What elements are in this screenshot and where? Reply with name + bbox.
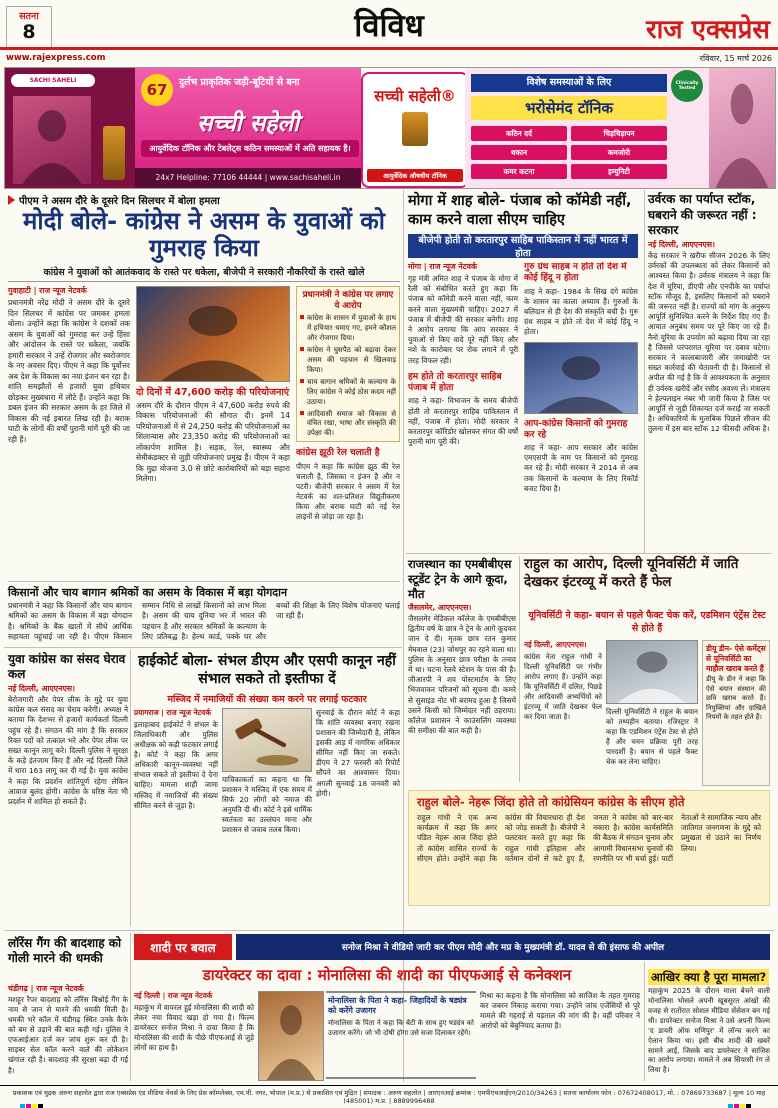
footer-rule: [0, 1085, 778, 1086]
modi-byline: गुवाहाटी | राज न्यूज नेटवर्क: [8, 286, 87, 295]
rail-title: कांग्रेस झूठी रेल चलाती है: [296, 448, 380, 459]
court-headline: हाईकोर्ट बोला- संभल डीएम और एसपी कानून नहीं संभाल सकते तो इस्तीफा दें: [138, 653, 396, 688]
page-number: 8: [22, 21, 36, 43]
projects-body: असम दौरे के दौरान पीएम ने 47,600 करोड़ रुपये की विकास परियोजनाओं की सौगात दी। इनमें 14 परियोजनाओं में से 24,250 करोड़ की परियोजनाओं का शिलान्यास और 23,350 करोड़ की परियोजनाओं का लोकार्पण शामिल है। सड़क, रेल, स्वास्थ्य और सेमीकंडक्टर से जुड़ी परियोजनाएं प्रमुख हैं। पीएम ने कहा कि मुद्रा योजना 3.0 से छोटे कारोबारियों को बड़ा सहारा मिलेगा।: [136, 400, 290, 484]
ad-center-brand: सच्ची सहेली®: [374, 87, 456, 105]
section-rule: [4, 930, 774, 931]
modi-subhead: कांग्रेस ने युवाओं को आतंकवाद के रास्ते पर धकेला, बीजेपी ने सरकारी नौकरियों के रास्ते खोले: [43, 267, 365, 278]
court-col-2: [222, 708, 312, 926]
column-divider: [644, 190, 645, 553]
edition-date: रविवार, 15 मार्च 2026: [699, 54, 772, 63]
guru-body: शाह ने कहा- 1984 के सिख दंगे कांग्रेस के शासन का काला अध्याय हैं। गुरुओं के बलिदान से ही देश की संस्कृति बची है। गुरु ग्रंथ साहब न होते तो देश में कोई हिंदू न होता।: [524, 286, 638, 337]
person-silhouette-icon: [709, 68, 775, 188]
wedding-badge: शादी पर बवाल: [134, 934, 232, 960]
accusations-box: [296, 286, 400, 442]
wedding-body-1: महाकुंभ में वायरल हुई मोनालिसा की शादी को लेकर नया विवाद खड़ा हो गया है। फिल्म डायरेक्टर सनोज मिश्रा ने दावा किया है कि मोनालिसा की शादी के पीछे पीएफआई से जुड़े लोगों का हाथ है।: [134, 1003, 254, 1053]
father-title: मोनालिसा के पिता ने कहा- जिहादियों के षड्यंत्र को करेंगे उजागर: [328, 996, 467, 1016]
farmers-body: प्रधानमंत्री ने कहा कि किसानों और चाय बागान श्रमिकों का असम के विकास में बड़ा योगदान है। श्रमिकों के बैंक खातों में सीधे आर्थिक सहायता पहुंचाई जा रही है। पीएम किसान सम्मान निधि से लाखों किसानों को लाभ मिला है। असम की चाय दुनिया भर में भारत की पहचान है और सरकार श्रमिकों के कल्याण के लिए प्रतिबद्ध है। हेल्थ कार्ड, पक्के घर और बच्चों की शिक्षा के लिए विशेष योजनाएं चलाई जा रही हैं।: [8, 601, 400, 642]
kartarpur-title: हम होते तो करतारपुर साहिब पंजाब में होता: [408, 371, 502, 394]
shah-banner: बीजेपी होती तो करतारपुर साहिब पाकिस्तान में नहीं भारत में होता: [408, 234, 638, 258]
fertilizer-body: केंद्र सरकार ने खरीफ सीजन 2026 के लिए उर्वरकों की उपलब्धता को लेकर किसानों को आश्वस्त किया है। उर्वरक मंत्रालय ने कहा कि देश में यूरिया, डीएपी और एनपीके का पर्याप्त स्टॉक मौजूद है, इसलिए किसानों को घबराने की जरूरत नहीं है। राज्यों को मांग के अनुरूप आपूर्ति सुनिश्चित करने के निर्देश दिए गए हैं। आयात अनुबंध समय पर पूरे किए जा रहे हैं। नैनो यूरिया के उपयोग को बढ़ावा दिया जा रहा है जिससे परंपरागत यूरिया पर दबाव घटेगा। सरकार ने कालाबाजारी और जमाखोरी पर सख्त कार्रवाई की चेतावनी दी है। किसानों से अपील की गई है कि वे आवश्यकता के अनुसार ही उर्वरक खरीदें और रसीद अवश्य लें। मंत्रालय ने हेल्पलाइन नंबर भी जारी किया है जिस पर आपूर्ति से जुड़ी शिकायत दर्ज कराई जा सकती है। अधिकारियों के मुताबिक पिछले सीजन की तुलना में इस बार स्टॉक 12 फीसदी अधिक है।: [648, 251, 770, 434]
shah-photo: [524, 342, 638, 414]
section-title: विविध: [354, 8, 424, 44]
court-subhead: मस्जिद में नमाजियों की संख्या कम करने पर लगाई फटकार: [167, 694, 367, 705]
wedding-col-1: [134, 991, 254, 1081]
youth-byline: नई दिल्ली, आएएनएस।: [8, 684, 75, 693]
court-body-3: सुनवाई के दौरान कोर्ट ने कहा कि शांति व्यवस्था बनाए रखना प्रशासन की जिम्मेदारी है, लेकिन इसकी आड़ में नागरिक अधिकार सीमित नहीं किए जा सकते। डीएम ने 27 फरवरी को रिपोर्ट सौंपने का आश्वासन दिया। अगली सुनवाई 18 जनवरी को होगी।: [316, 708, 400, 798]
ad-right-panel: [465, 68, 775, 188]
ad-description: आयुर्वेदिक टॉनिक और टेबलेट्स कठिन समस्याओं में अति सहायक है।: [141, 140, 359, 157]
court-byline: प्रयागराज | राज न्यूज नेटवर्क: [134, 708, 211, 717]
accusation-text: चाय बागान श्रमिकों के कल्याण के लिए कांग्रेस ने कोई ठोस कदम नहीं उठाया।: [307, 376, 396, 406]
kicker-arrow-icon: [8, 195, 15, 205]
lawrence-byline: चंडीगढ़ | राज न्यूज नेटवर्क: [8, 984, 84, 993]
person-silhouette-icon: [607, 641, 697, 703]
ad-tag: इम्युनिटी: [571, 164, 667, 179]
train-byline: जैसलमेर, आएएनएस।: [408, 603, 472, 612]
ad-right-title: भरोसेमंद टॉनिक: [471, 96, 667, 120]
modi-col-2: [136, 286, 290, 580]
edition-city: सतना: [19, 11, 39, 22]
person-silhouette-icon: [137, 287, 289, 381]
wedding-strip: सनोज मिश्रा ने वीडियो जारी कर पीएम मोदी और मप्र के मुख्यमंत्री डॉ. यादव से की इंसाफ की अपील: [236, 934, 770, 960]
black-mark: [746, 1104, 751, 1108]
section-rule: [8, 581, 400, 582]
modi-col-1: [8, 286, 130, 580]
column-divider: [130, 650, 131, 926]
modi-headline: मोदी बोले- कांग्रेस ने असम के युवाओं को गुमराह किया: [23, 207, 385, 262]
registration-marks: [20, 1094, 44, 1108]
nehru-title: राहुल बोले- नेहरू जिंदा होते तो कांग्रेसियन कांग्रेस के सीएम होते: [417, 795, 685, 809]
person-silhouette-icon: [259, 992, 323, 1080]
rail-body: पीएम ने कहा कि कांग्रेस झूठ की रेल चलाती है, जिसका न इंजन है और न पटरी। बीजेपी सरकार ने असम में रेल नेटवर्क का शत-प्रतिशत विद्युतीकरण किया और बराक घाटी को नई रेल लाइनों से जोड़ा जा रहा है।: [296, 461, 400, 521]
website-url: www.rajexpress.com: [6, 53, 106, 63]
modi-kicker: [8, 193, 400, 207]
ad-tags: [471, 126, 667, 179]
ad-tag: कठिन दर्द: [471, 126, 567, 141]
nehru-body: राहुल गांधी ने एक अन्य कार्यक्रम में कहा कि अगर पंडित नेहरू आज जिंदा होते तो कांग्रेस शासित राज्यों के सीएम होते। उन्होंने कहा कि कांग्रेस की विचारधारा ही देश को जोड़ सकती है। बीजेपी ने पलटवार करते हुए कहा कि राहुल गांधी इतिहास और वर्तमान दोनों से कटे हुए हैं, जनता ने कांग्रेस को बार-बार नकारा है। कांग्रेस कार्यसमिति की बैठक में संगठन चुनाव और आगामी विधानसभा चुनावों की रणनीति पर भी चर्चा हुई। पार्टी नेताओं ने सामाजिक न्याय और जातिगत जनगणना के मुद्दे को प्रमुखता से उठाने का निर्णय लिया।: [417, 813, 761, 863]
ad-center-card: [361, 72, 469, 188]
ad-right-kicker: विशेष समस्याओं के लिए: [471, 74, 667, 92]
apcong-body: शाह ने कहा- आप सरकार और कांग्रेस एमएसपी के नाम पर किसानों को गुमराह कर रहे हैं। मोदी सरकार ने 2014 से अब तक किसानों के कल्याण के लिए रिकॉर्ड बजट दिया है।: [524, 443, 638, 493]
gavel-icon: [223, 709, 311, 771]
gavel-photo: [222, 708, 312, 772]
kicker-text: पीएम ने असम दौरे के दूसरे दिन सिलचर में बोला हमला: [19, 196, 220, 207]
court-col-1: [134, 708, 218, 926]
wedding-byline: नई दिल्ली | राज न्यूज नेटवर्क: [134, 991, 213, 1000]
ad-model-photo-right: [709, 68, 775, 188]
ad-left-panel: [5, 68, 135, 188]
ad-banner: [4, 67, 776, 189]
accusation-text: कांग्रेस ने घुसपैठ को बढ़ावा देकर असम की पहचान से खिलवाड़ किया।: [307, 345, 396, 374]
rahul-col-2: [606, 640, 698, 786]
ad-brand-badge: SACHI SAHELI: [11, 74, 95, 87]
ad-center-sub: आयुर्वेदिक औषधीय टॉनिक: [367, 169, 463, 182]
shah-byline: मोगा | राज न्यूज नेटवर्क: [408, 262, 477, 271]
lawrence-headline: लॉरेंस गैंग की बादशाह को गोली मारने की धमकी: [8, 936, 122, 965]
accusation-item: [300, 409, 396, 439]
headline-rule: [8, 281, 400, 282]
wedding-headline: डायरेक्टर का दावा : मोनालिसा की शादी का पीएफआई से कनेक्शन: [202, 966, 572, 984]
matter-body: महाकुंभ 2025 के दौरान माला बेचने वाली मोनालिसा भोसले अपनी खूबसूरत आंखों की वजह से रातोंरात सोशल मीडिया सेंसेशन बन गई थी। डायरेक्टर सनोज मिश्रा ने उसे अपनी फिल्म 'द डायरी ऑफ मणिपुर' में लॉन्च करने का ऐलान किया था। इसी बीच शादी की खबरें सामने आईं, जिसके बाद डायरेक्टर ने साजिश का आरोप लगाया। मामले ने अब सियासी रंग ले लिया है।: [648, 986, 770, 1075]
rahul-photo: [606, 640, 698, 704]
magenta-mark: [26, 1104, 31, 1108]
ad-helpline: 24x7 Helpline: 77106 44444 | www.sachisaheli.in: [135, 168, 361, 188]
paper-logo: राज एक्सप्रेस: [645, 15, 770, 45]
ad-tag: थकान: [471, 145, 567, 160]
cyan-mark: [20, 1104, 25, 1108]
rahul-headline: राहुल का आरोप, दिल्ली यूनिवर्सिटी में जाति देखकर इंटरव्यू में करते हैं फेल: [524, 556, 739, 590]
section-rule: [4, 647, 402, 648]
guru-title: गुरु ग्रंथ साहब न होते तो देश में कोई हिंदू न होता: [524, 262, 627, 284]
magenta-mark: [734, 1104, 739, 1108]
modi-photo: [136, 286, 290, 382]
shah-body: गृह मंत्री अमित शाह ने पंजाब के मोगा में रैली को संबोधित करते हुए कहा कि पंजाब को कॉमेडी करने वाला नहीं, काम करने वाला मुख्यमंत्री चाहिए। 2027 में पंजाब में बीजेपी की सरकार बनेगी। शाह ने आरोप लगाया कि आप सरकार ने युवाओं से किए वादे पूरे नहीं किए और नशे के कारोबार पर रोक लगाने में पूरी तरह विफल रही।: [408, 274, 518, 365]
fertilizer-headline: उर्वरक का पर्याप्त स्टॉक, घबराने की जरूरत नहीं : सरकार: [648, 192, 757, 238]
cyan-mark: [728, 1104, 733, 1108]
accusation-text: आदिवासी समाज को विकास से वंचित रखा, भाषा और संस्कृति की उपेक्षा की।: [307, 408, 396, 438]
youth-headline: युवा कांग्रेस का संसद घेराव कल: [8, 652, 126, 681]
bottle-icon: [402, 112, 428, 146]
accusation-item: [300, 345, 396, 375]
accusation-item: [300, 313, 396, 343]
nehru-highlight-box: [408, 790, 770, 906]
shah-col-1: [408, 262, 518, 552]
rahul-body-1: कांग्रेस नेता राहुल गांधी ने दिल्ली यूनिवर्सिटी पर गंभीर आरोप लगाए हैं। उन्होंने कहा कि यूनिवर्सिटी में दलित, पिछड़े और आदिवासी अभ्यर्थियों को इंटरव्यू में जाति देखकर फेल कर दिया जाता है।: [524, 652, 602, 721]
train-body: जैसलमेर मेडिकल कॉलेज के एमबीबीएस द्वितीय वर्ष के छात्र ने ट्रेन के आगे कूदकर जान दे दी। मृतक छात्र रतन कुमार मेघवाल (23) जोधपुर का रहने वाला था। पुलिस के अनुसार छात्र परीक्षा के तनाव में था। घटना रेलवे स्टेशन के पास की है। जीआरपी ने शव पोस्टमार्टम के लिए भिजवाकर परिजनों को सूचना दी। कमरे से सुसाइड नोट भी बरामद हुआ है जिसमें उसने किसी को जिम्मेदार नहीं ठहराया। कॉलेज प्रशासन ने काउंसलिंग व्यवस्था की समीक्षा की बात कही है।: [408, 614, 516, 736]
accusations-title: प्रधानमंत्री ने कांग्रेस पर लगाए ये आरोप: [302, 290, 394, 311]
bottle-icon: [103, 126, 125, 180]
rahul-body-2: दिल्ली यूनिवर्सिटी ने राहुल के बयान को तथ्यहीन बताया। रजिस्ट्रार ने कहा कि एडमिशन एंट्रेंस टेस्ट से होते हैं और चयन प्रक्रिया पूरी तरह पारदर्शी है। बयान से पहले फैक्ट चेक कर लेना चाहिए।: [606, 707, 698, 766]
dean-box: [702, 640, 770, 786]
column-divider: [644, 962, 645, 1081]
bullet-icon: [300, 315, 304, 319]
ad-number-circle: 67: [141, 74, 173, 106]
modi-body: प्रधानमंत्री नरेंद्र मोदी ने असम दौरे के दूसरे दिन सिलचर में कांग्रेस पर जमकर हमला बोला। उन्होंने कहा कि कांग्रेस ने दशकों तक असम के युवाओं को गुमराह कर उन्हें हिंसा और आंदोलन के रास्ते पर धकेला, जबकि हमारी सरकार ने उन्हें रोजगार और स्वरोजगार के नए अवसर दिए। पीएम ने कहा कि पूर्वोत्तर अब देश के विकास का नया इंजन बन रहा है। शांति समझौतों से हजारों युवा हथियार छोड़कर मुख्यधारा में लौटे हैं। उन्होंने कहा कि डबल इंजन की सरकार असम के हर जिले में विकास की नई इबारत लिख रही है। बराक घाटी के लोगों की वर्षों पुरानी मांगें पूरी की जा रही हैं।: [8, 298, 130, 444]
dean-title: डीयू डीन- ऐसे कमेंट्स से यूनिवर्सिटी का माहौल खराब करते हैं: [706, 644, 766, 673]
ad-model-photo-left: [13, 96, 91, 184]
column-divider: [130, 933, 131, 1081]
rahul-col-1: [524, 640, 602, 786]
shah-col-2: [524, 262, 638, 552]
shah-headline: मोगा में शाह बोले- पंजाब को कॉमेडी नहीं, काम करने वाला सीएम चाहिए: [408, 193, 632, 228]
court-body-2: याचिकाकर्ता का कहना था कि प्रशासन ने मस्जिद में एक समय में सिर्फ 20 लोगों को नमाज की अनुमति दी थी। कोर्ट ने इसे धार्मिक स्वतंत्रता का उल्लंघन माना और प्रशासन से जवाब तलब किया।: [222, 775, 312, 835]
masthead-rule: [0, 47, 778, 50]
lawrence-body: मशहूर रैपर बादशाह को लॉरेंस बिश्नोई गैंग के नाम से जान से मारने की धमकी मिली है। धमकी भरे कॉल में चंडीगढ़ स्थित उनके कैफे को बम से उड़ाने की बात कही गई। पुलिस ने एफआईआर दर्ज कर जांच शुरू कर दी है। साइबर सेल कॉल करने वाले की लोकेशन खंगाल रही है। बादशाह की सुरक्षा बढ़ा दी गई है।: [8, 995, 128, 1075]
accusation-item: [300, 377, 396, 407]
black-mark: [38, 1104, 43, 1108]
accusation-text: कांग्रेस के शासन में युवाओं के हाथ में हथियार थमाए गए, हमने कौशल और रोजगार दिया।: [307, 313, 396, 343]
matter-headline-wrap: [648, 966, 770, 985]
father-body: मोनालिसा के पिता ने कहा कि बेटी के साथ हुए षड्यंत्र को उजागर करेंगे। जो भी दोषी होगा उसे सजा दिलाकर रहेंगे।: [328, 1018, 474, 1037]
projects-title: दो दिनों में 47,600 करोड़ की परियोजनाएं: [136, 387, 290, 398]
fertilizer-byline: नई दिल्ली, आएएनएस।: [648, 240, 715, 249]
person-silhouette-icon: [13, 96, 91, 184]
farmers-title: किसानों और चाय बागान श्रमिकों का असम के विकास में बड़ा योगदान: [8, 586, 288, 599]
court-body-1: इलाहाबाद हाईकोर्ट ने संभल के जिलाधिकारी और पुलिस अधीक्षक को कड़ी फटकार लगाई है। कोर्ट ने कहा कि अगर अधिकारी कानून-व्यवस्था नहीं संभाल सकते तो इस्तीफा दे देना चाहिए। मामला शाही जामा मस्जिद में नमाजियों की संख्या सीमित करने से जुड़ा है।: [134, 720, 218, 810]
ad-tag: कमर कटना: [471, 164, 567, 179]
rahul-byline: नई दिल्ली, आएएनएस।: [524, 640, 587, 649]
yellow-mark: [32, 1104, 37, 1108]
father-box: [326, 991, 476, 1079]
ad-tag: चिड़चिड़ापन: [571, 126, 667, 141]
apcong-title: आप-कांग्रेस किसानों को गुमराह कर रहे: [524, 418, 628, 440]
clinically-tested-badge: Clinically Tested: [671, 70, 703, 102]
ad-tag: कमजोरी: [571, 145, 667, 160]
rahul-subhead: यूनिवर्सिटी ने कहा- बयान से पहले फैक्ट चेक करें, एडमिशन एंट्रेंस टेस्ट से होते हैं: [528, 610, 766, 634]
kartarpur-body: शाह ने कहा- विभाजन के समय बीजेपी होती तो करतारपुर साहिब पाकिस्तान में नहीं, पंजाब में होता। मोदी सरकार ने करतारपुर कॉरिडोर खोलकर संगत की वर्षों पुरानी मांग पूरी की।: [408, 396, 518, 447]
modi-col-3: [296, 286, 400, 580]
yellow-mark: [740, 1104, 745, 1108]
matter-headline: आखिर क्या है पूरा मामला?: [648, 969, 769, 985]
youth-body: बेरोजगारी और पेपर लीक के मुद्दे पर युवा कांग्रेस कल संसद का घेराव करेगी। अध्यक्ष ने बताया कि देशभर से हजारों कार्यकर्ता दिल्ली पहुंच रहे हैं। संगठन की मांग है कि सरकार रिक्त पदों को तत्काल भरे और पेपर लीक पर सख्त कानून लागू करे। दिल्ली पुलिस ने सुरक्षा के कड़े इंतजाम किए हैं और नई दिल्ली जिले में धारा 163 लागू कर दी गई है। युवा कांग्रेस ने कहा कि प्रदर्शन शांतिपूर्ण रहेगा लेकिन आवाज बुलंद होगी। कांग्रेस के वरिष्ठ नेता भी प्रदर्शन में शामिल हो सकते हैं।: [8, 695, 128, 807]
section-rule: [406, 553, 772, 554]
registration-marks: [728, 1094, 752, 1108]
monalisa-photo: [258, 991, 324, 1081]
imprint-line: प्रकाशक एवं मुद्रक अरुण सहलोत द्वारा राज एक्सप्रेस एंड मीडिया वेंचर्स के लिए प्रेस कॉम्प्लेक्स, एम.पी. नगर, भोपाल (म.प्र.) से प्रकाशित एवं मुद्रित | संपादक : अरुण सहलोत | आरएनआई क्रमांक : एमपीएचआईएन/2010/34263 | सतना कार्यालय फोन : 07672408017, मो. : 07869733687 | मूल्य 10 माह (485001) म.प्र. | 8889996488: [12, 1089, 766, 1106]
person-silhouette-icon: [525, 343, 637, 413]
column-divider: [519, 556, 520, 782]
ad-brand-script: सच्ची सहेली: [196, 111, 300, 137]
bullet-icon: [300, 411, 304, 415]
bullet-icon: [300, 347, 304, 351]
bullet-icon: [300, 379, 304, 383]
ad-tagline: दुर्लभ प्राकृतिक जड़ी-बूटियों से बना: [179, 77, 300, 88]
wedding-body-2: मिश्रा का कहना है कि मोनालिसा को साजिश के तहत गुमराह कर जबरन निकाह कराया गया। उन्होंने जांच एजेंसियों से पूरे मामले की गहराई से पड़ताल की मांग की है। वहीं परिवार ने आरोपों को बेबुनियाद बताया है।: [480, 991, 640, 1031]
dean-body: डीयू के डीन ने कहा कि ऐसे बयान संस्थान की छवि खराब करते हैं। नियुक्तियां और दाखिले नियमों के तहत होते हैं।: [706, 675, 766, 722]
ad-mid-panel: [135, 68, 361, 188]
train-headline: राजस्थान का एमबीबीएस स्टूडेंट ट्रेन के आगे कूदा, मौत: [408, 557, 512, 601]
